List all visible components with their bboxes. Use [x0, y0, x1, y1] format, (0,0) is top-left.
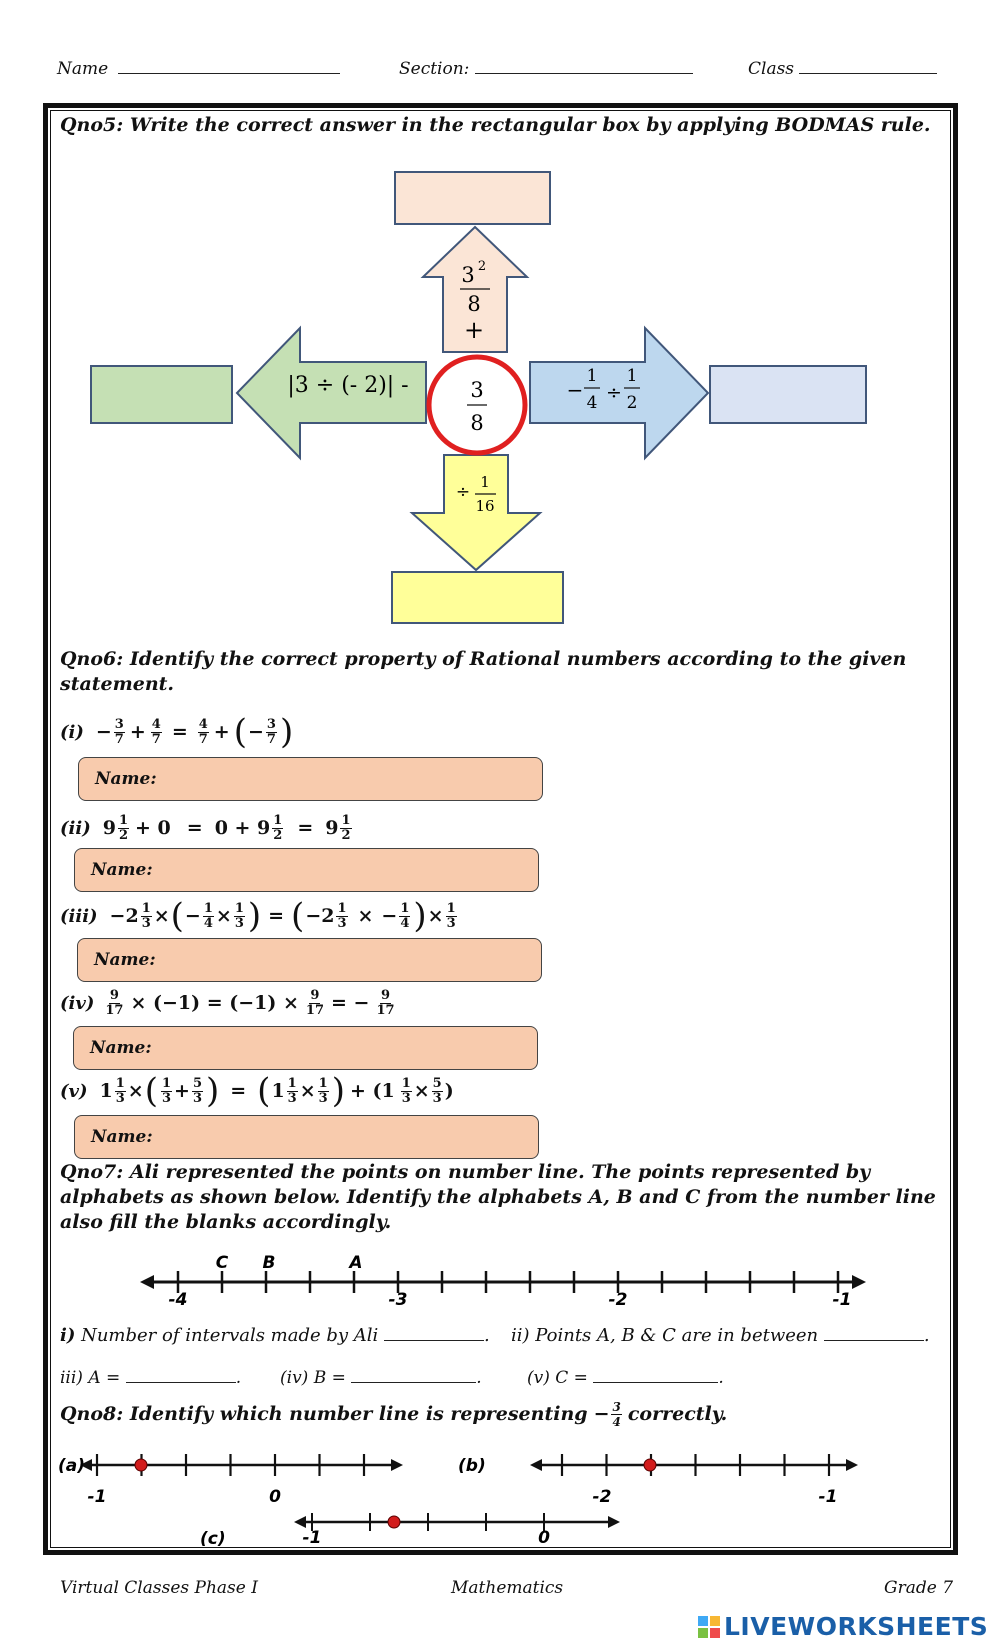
q6-name-box-ii[interactable]: [74, 848, 539, 892]
q7-letter-b: B: [262, 1253, 276, 1273]
q7-arrow-left: [140, 1275, 154, 1289]
q5-up-base: 3: [461, 263, 475, 287]
q7-blank-4: (iv) B = .: [280, 1368, 482, 1388]
q6-title: Qno6: Identify the correct property of Rational numbers according to the given statement.: [60, 648, 907, 695]
q8-title-post: correctly.: [627, 1403, 728, 1425]
q8a-left-label: -1: [87, 1487, 107, 1507]
section-field: [399, 57, 693, 79]
q6-statement-iii: (iii) −2 $\frac{1}{3}$ × ( − $\frac{1}{4}$ × $\frac{1}{3}$ ) = ( −2 $\frac{1}{3}$ × − $\frac{1}{4}$ ) × $\frac{1}{3}$: [60, 896, 456, 936]
q6-name-label-iii: Name:: [94, 950, 156, 970]
q5-down-op: ÷: [455, 482, 471, 502]
q6-name-label-iv: Name:: [90, 1038, 152, 1058]
q5-center-num: 3: [470, 378, 484, 402]
q7-answer-b[interactable]: [351, 1366, 476, 1383]
q5-right-n1: 1: [586, 366, 598, 386]
q8-title-sign: −: [593, 1403, 610, 1425]
q5-answer-box-bottom[interactable]: [392, 572, 563, 623]
q5-right-d1: 4: [586, 393, 598, 413]
q8b-arrow-right: [846, 1459, 858, 1471]
section-line[interactable]: [475, 57, 693, 74]
q7-answer-between[interactable]: [824, 1324, 924, 1341]
q6-name-box-i[interactable]: [78, 757, 543, 801]
q8-title: [60, 1400, 727, 1429]
q6-label-iv: (iv): [60, 992, 95, 1014]
q7-tick-label-m3: -3: [388, 1290, 408, 1310]
class-line[interactable]: [799, 57, 937, 74]
q8c-arrow-left: [294, 1516, 306, 1528]
q6-name-label-i: Name:: [95, 769, 157, 789]
q6-label-i: (i): [60, 721, 84, 743]
q5-left-expr: |3 ÷ (- 2)| -: [287, 373, 409, 398]
q7-answer-c[interactable]: [593, 1366, 718, 1383]
q7-blank4-text: (iv) B =: [280, 1368, 346, 1388]
q8c-point[interactable]: [388, 1516, 400, 1528]
q5-center-den: 8: [470, 411, 484, 435]
q7-letter-c: C: [215, 1253, 229, 1273]
q8-fraction-num: 3: [612, 1400, 621, 1414]
q6-label-ii: (ii): [60, 817, 91, 839]
q8c-left-label: -1: [302, 1528, 322, 1548]
q7-answer-a[interactable]: [126, 1366, 236, 1383]
q6-label-iii: (iii): [60, 905, 98, 927]
q6-name-box-v[interactable]: [74, 1115, 539, 1159]
q7-blank3-text: iii) A =: [60, 1368, 121, 1388]
q8b-right-label: -1: [818, 1487, 838, 1507]
q5-answer-box-top[interactable]: [395, 172, 550, 224]
q7-blank2-text: ii) Points A, B & C are in between: [511, 1325, 819, 1346]
q8c-arrow-right: [608, 1516, 620, 1528]
q8-fraction-den: 4: [612, 1415, 621, 1429]
q7-blank-5: (v) C = .: [527, 1368, 724, 1388]
q8b-label: (b): [458, 1456, 486, 1476]
q6-label-v: (v): [60, 1080, 88, 1102]
footer-center: Mathematics: [451, 1578, 564, 1598]
q6-statement-v: (v) 1 $\frac{1}{3}$ × ( $\frac{1}{3}$ + $\frac{5}{3}$ ) = ( 1 $\frac{1}{3}$ × $\frac{1}{3}$ ) + (1 $\frac{1}{3}$ × $\frac{5}{3}$ ): [60, 1071, 454, 1111]
q6-statement-iv: (iv) $\frac{9}{17}$ × (−1) = (−1) × $\frac{9}{17}$ = − $\frac{9}{17}$: [60, 987, 395, 1018]
q7-blank-3: iii) A = .: [60, 1368, 242, 1388]
q7-title: Qno7: Ali represented the points on number line. The points represented by alphabets as shown below. Identify the alphabets A, B and C from the number line also fill the blanks accordingly.: [60, 1161, 936, 1233]
q8b-arrow-left: [530, 1459, 542, 1471]
q8b-left-label: -2: [592, 1487, 612, 1507]
class-label: Class: [748, 59, 795, 79]
brand-text: LIVEWORKSHEETS: [724, 1612, 989, 1641]
brand-logo[interactable]: [698, 1612, 988, 1641]
q8b-point[interactable]: [644, 1459, 656, 1471]
q5-answer-box-right[interactable]: [710, 366, 866, 423]
q7-blank1-text: Number of intervals made by Ali: [81, 1325, 379, 1346]
q7-arrow-right: [852, 1275, 866, 1289]
q5-diagram: [0, 150, 1000, 630]
q6-name-label-v: Name:: [91, 1127, 153, 1147]
q8a-point[interactable]: [135, 1459, 147, 1471]
q5-up-den: 8: [467, 292, 481, 316]
q8a-arrow-right: [391, 1459, 403, 1471]
section-label: Section:: [399, 59, 470, 79]
q8c-label: (c): [200, 1529, 226, 1549]
q6-name-box-iv[interactable]: [73, 1026, 538, 1070]
q8-title-fraction: [611, 1400, 621, 1429]
q5-down-den: 16: [475, 497, 495, 515]
name-field: [57, 57, 340, 79]
q7-tick-label-m2: -2: [608, 1290, 628, 1310]
q7-blank5-text: (v) C =: [527, 1368, 588, 1388]
q7-blank-2: ii) Points A, B & C are in between .: [511, 1325, 930, 1346]
q7-letter-a: A: [349, 1253, 363, 1273]
q5-right-minus: −: [566, 378, 584, 402]
q7-number-line: [0, 1240, 1000, 1310]
q6-statement-ii: (ii) 9 $\frac{1}{2}$ + 0 = 0 + 9 $\frac{1}{2}$ = 9 $\frac{1}{2}$: [60, 812, 351, 843]
q5-right-d2: 2: [626, 393, 638, 413]
q7-tick-label-m4: -4: [168, 1290, 188, 1310]
q6-statement-i: (i) − $\frac{3}{7}$ + $\frac{4}{7}$ = $\frac{4}{7}$ + ( − $\frac{3}{7}$ ): [60, 712, 294, 752]
brand-badge-icon: [698, 1616, 720, 1638]
q6-name-box-iii[interactable]: [77, 938, 542, 982]
q5-up-exp: 2: [477, 259, 487, 274]
q5-answer-box-left[interactable]: [91, 366, 232, 423]
q7-tick-label-m1: -1: [832, 1290, 852, 1310]
name-line[interactable]: [118, 57, 340, 74]
q7-answer-intervals[interactable]: [384, 1324, 484, 1341]
q5-up-op: +: [463, 316, 485, 344]
q5-down-num: 1: [480, 473, 490, 491]
footer-right: Grade 7: [884, 1578, 954, 1598]
q5-right-n2: 1: [626, 366, 638, 386]
q7-blank1-prefix: i): [60, 1325, 76, 1346]
q8-number-lines: [0, 1440, 1000, 1550]
q8c-right-label: 0: [538, 1528, 550, 1548]
name-label: Name: [57, 59, 109, 79]
q5-right-op: ÷: [606, 382, 622, 404]
footer-left: Virtual Classes Phase I: [60, 1578, 258, 1598]
q7-blank-1: i) Number of intervals made by Ali .: [60, 1325, 490, 1346]
q8a-right-label: 0: [269, 1487, 281, 1507]
class-field: [748, 57, 937, 79]
q8-title-pre: Qno8: Identify which number line is representing: [60, 1403, 588, 1425]
q8a-label: (a): [58, 1456, 86, 1476]
q5-title: Qno5: Write the correct answer in the rectangular box by applying BODMAS rule.: [60, 114, 931, 136]
q6-name-label-ii: Name:: [91, 860, 153, 880]
